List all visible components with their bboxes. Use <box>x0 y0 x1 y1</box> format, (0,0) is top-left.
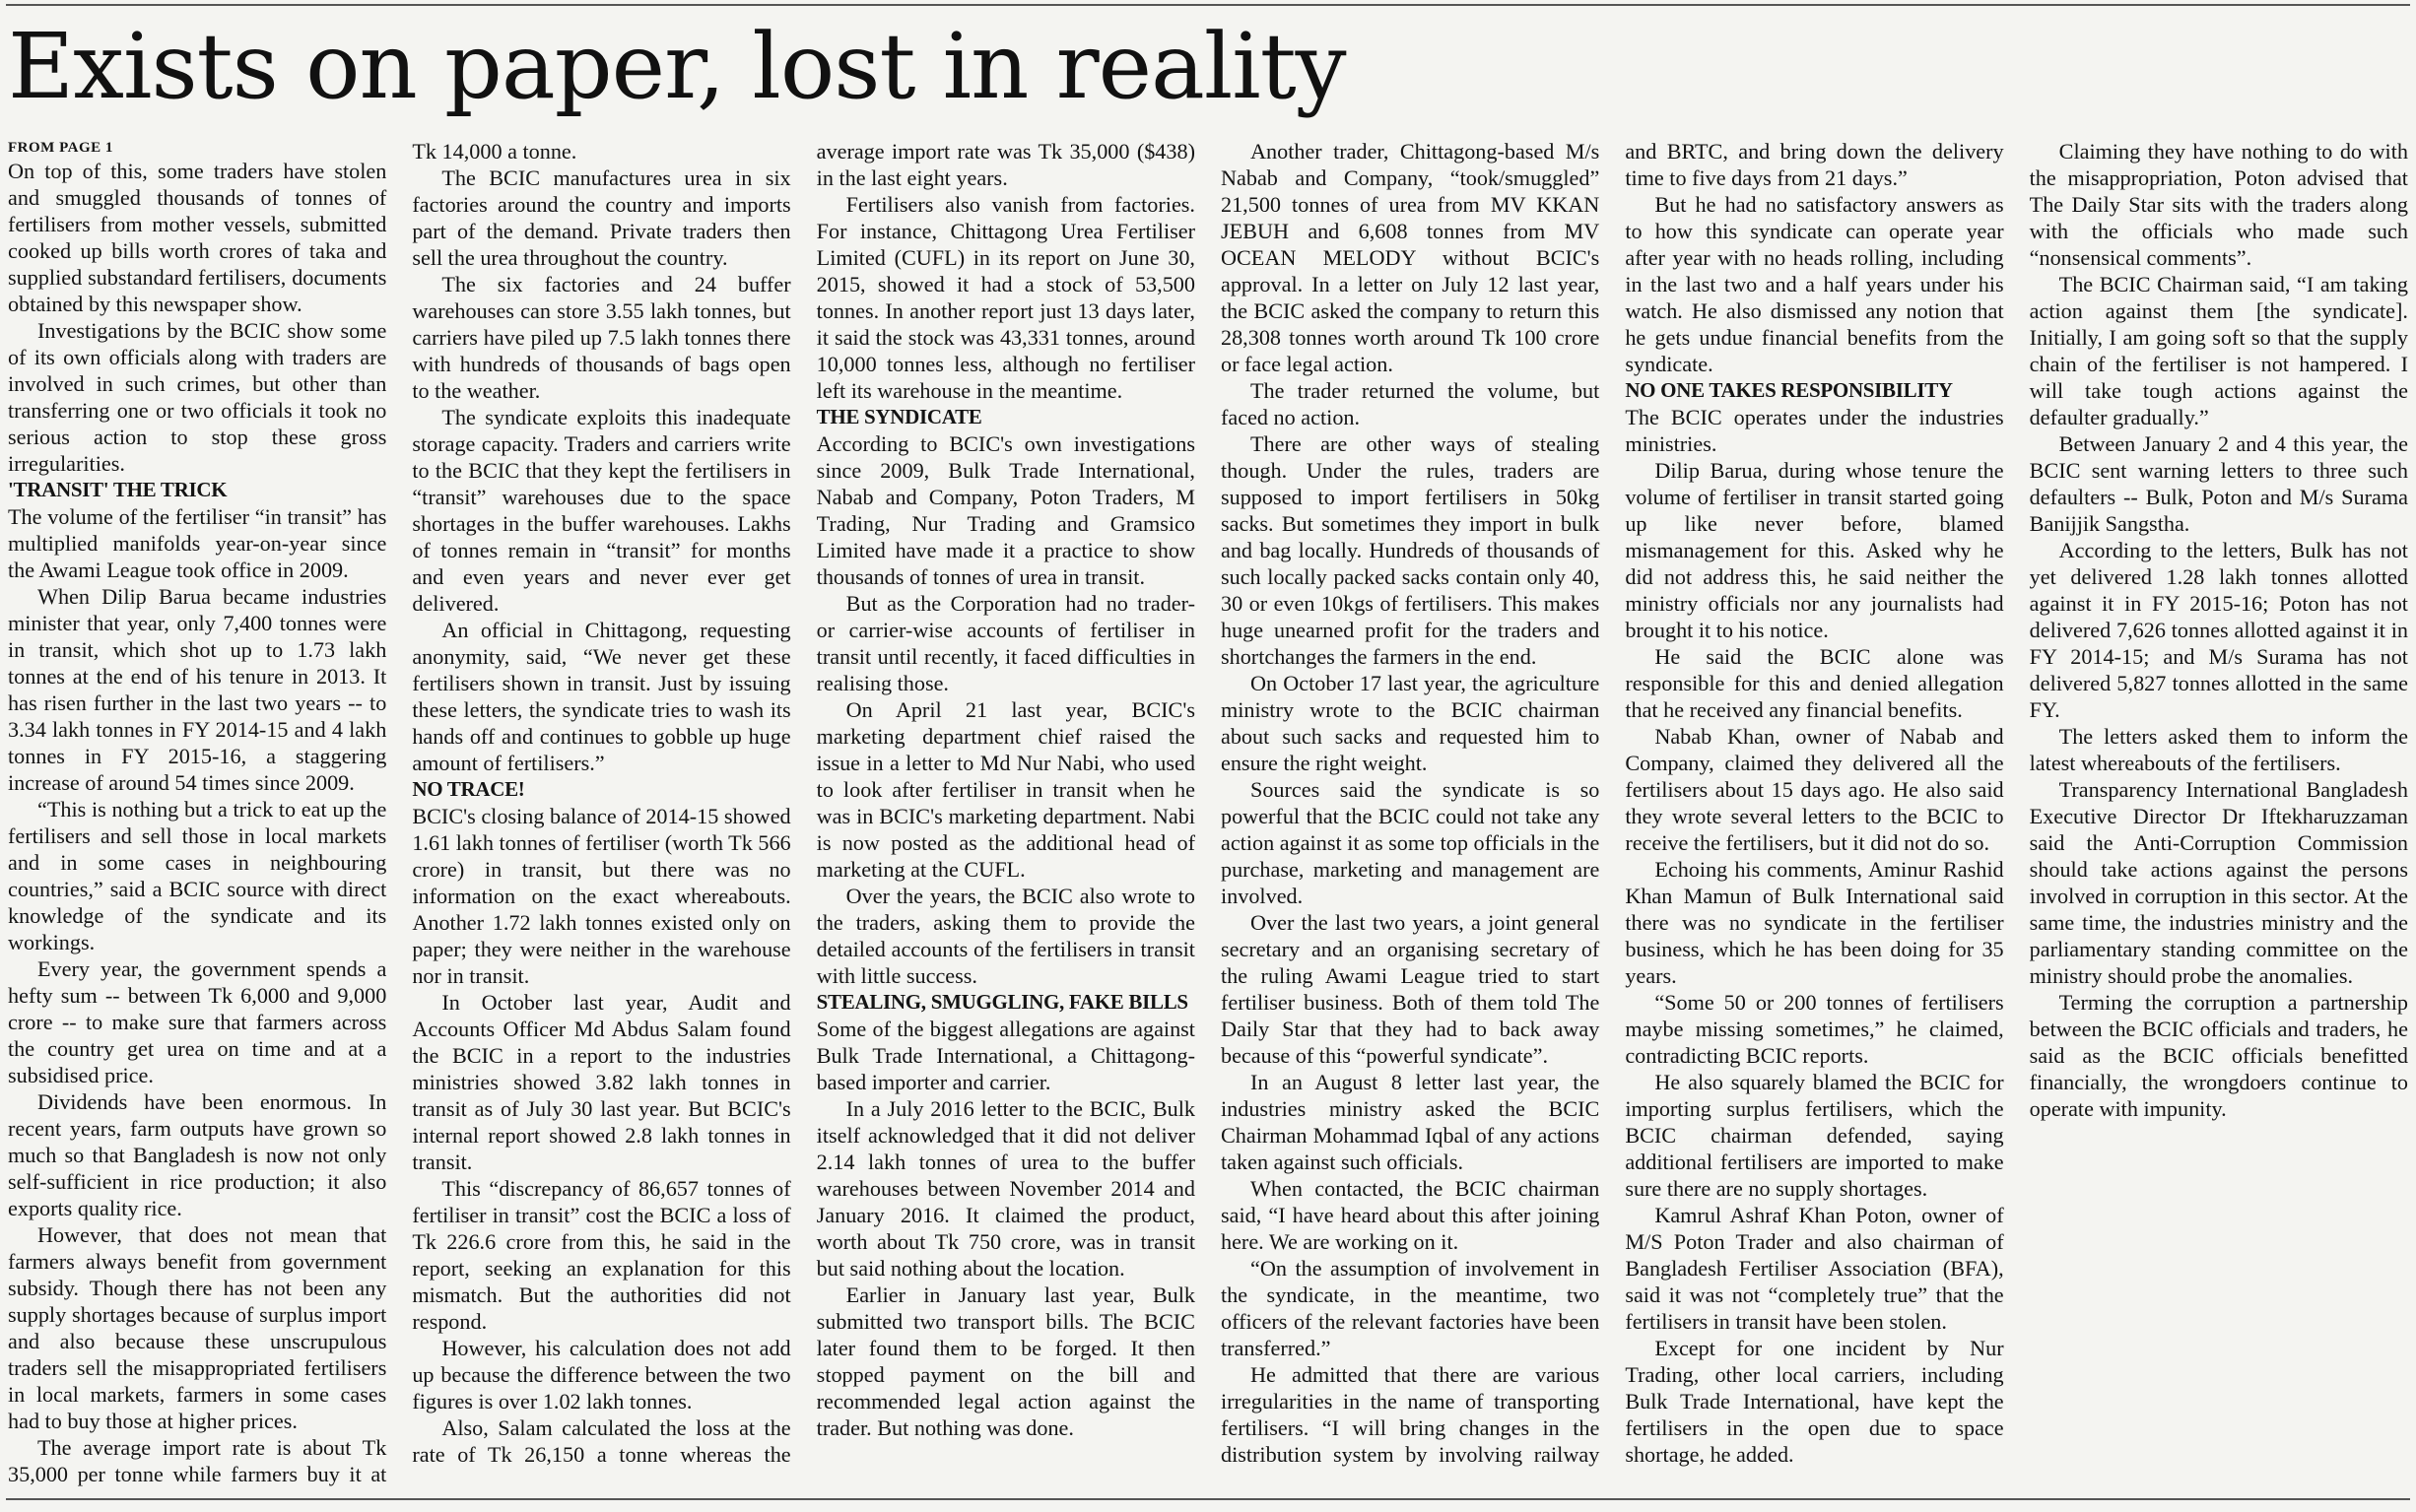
subhead-no-trace: NO TRACE! <box>412 777 525 801</box>
paragraph: The BCIC Chairman said, “I am taking action against them [the syndicate]. Initially, I am going soft so that the supply chain of the fertiliser is not hampered. I will take tough actions against the defaulter gradually.” <box>2029 272 2408 429</box>
paragraph: Except for one incident by Nur Trading, other local carriers, including Bulk Trade International, have kept the fertilisers in the open due to space shortage, he added. <box>1625 1336 2004 1467</box>
paragraph: Between January 2 and 4 this year, the BCIC sent warning letters to three such defaulters -- Bulk, Poton and M/s Surama Banijjik Sangstha. <box>2029 431 2408 536</box>
kicker-from-page: FROM PAGE 1 <box>8 140 113 156</box>
paragraph: BCIC's closing balance of 2014-15 showed 1.61 lakh tonnes of fertiliser (worth Tk 566 crore) in transit, but there was no information on the exact whereabouts. Another 1.72 lakh tonnes existed only on paper; they were neither in the warehouse nor in transit. <box>412 804 791 988</box>
paragraph: Sources said the syndicate is so powerful that the BCIC could not take any action against it as some top officials in the purchase, marketing and management are involved. <box>1220 777 1600 908</box>
paragraph: The trader returned the volume, but faced no action. <box>1220 378 1600 429</box>
article-body <box>8 138 2408 1493</box>
paragraph: The volume of the fertiliser “in transit” has multiplied manifolds year-on-year since the Awami League took office in 2009. <box>8 504 387 582</box>
paragraph: Another trader, Chittagong-based M/s Nabab and Company, “took/smuggled” 21,500 tonnes of urea from MV KKAN JEBUH and 6,608 tonnes from MV OCEAN MELODY without BCIC's approval. In a letter on July 12 last year, the BCIC asked the company to return this 28,308 tonnes worth around Tk 100 crore or face legal action. <box>1220 139 1600 376</box>
paragraph: The letters asked them to inform the latest whereabouts of the fertilisers. <box>2029 724 2408 775</box>
paragraph: According to BCIC's own investigations since 2009, Bulk Trade International, Nabab and Company, Poton Traders, M Trading, Nur Trading and Gramsico Limited have made it a practice to show thousands of tonnes of urea in transit. <box>816 431 1195 589</box>
paragraph: Fertilisers also vanish from factories. For instance, Chittagong Urea Fertiliser Limited (CUFL) in its report on June 30, 2015, showed it had a stock of 53,500 tonnes. In another report just 13 days later, it said the stock was 43,331 tonnes, around 10,000 tonnes less, although no fertiliser left its warehouse in the meantime. <box>816 192 1195 403</box>
paragraph: Earlier in January last year, Bulk submitted two transport bills. The BCIC later found them to be forged. It then stopped payment on the bill and recommended legal action against the trader. But nothing was done. <box>816 1282 1195 1440</box>
paragraph: Also, Salam calculated the loss at the rate of Tk 26,150 a tonne whereas the average import rate was Tk 35,000 ($438) in the last eight years. <box>412 139 1195 1467</box>
paragraph: “On the assumption of involvement in the syndicate, in the meantime, two officers of the relevant factories have been transferred.” <box>1220 1256 1600 1360</box>
paragraph: However, that does not mean that farmers always benefit from government subsidy. Though there has not been any supply shortages because of surplus import and also because these unscrupulous traders sell the misappropriated fertilisers in local markets, farmers in some cases had to buy those at higher prices. <box>8 1222 387 1433</box>
paragraph: Nabab Khan, owner of Nabab and Company, claimed they delivered all the fertilisers about 15 days ago. He also said they wrote several letters to the BCIC to receive the fertilisers, but it did not do so. <box>1625 724 2004 855</box>
subhead-transit: 'TRANSIT' THE TRICK <box>8 478 228 501</box>
paragraph: Claiming they have nothing to do with the misappropriation, Poton advised that The Daily Star sits with the traders along with the officials who made such “nonsensical comments”. <box>2029 139 2408 270</box>
headline: Exists on paper, lost in reality <box>8 14 1346 119</box>
paragraph: Dilip Barua, during whose tenure the volume of fertiliser in transit started going up like never before, blamed mismanagement for this. Asked why he did not address this, he said neither the ministry officials nor any journalists had brought it to his notice. <box>1625 458 2004 642</box>
paragraph: Investigations by the BCIC show some of its own officials along with traders are involved in such crimes, but other than transferring one or two officials it took no serious action to stop these gross irregularities. <box>8 318 387 476</box>
paragraph: The average import rate is about Tk 35,000 per tonne while farmers buy it at Tk 14,000 a tonne. <box>8 139 577 1486</box>
paragraph: “This is nothing but a trick to eat up the fertilisers and sell those in local markets and in some cases in neighbouring countries,” said a BCIC source with direct knowledge of the syndicate and its workings. <box>8 797 387 954</box>
paragraph: But as the Corporation had no trader- or carrier-wise accounts of fertiliser in transit until recently, it faced difficulties in realising those. <box>816 591 1195 695</box>
paragraph: There are other ways of stealing though. Under the rules, traders are supposed to import fertilisers in 50kg sacks. But sometimes they import in bulk and bag locally. Hundreds of thousands of such locally packed sacks contain only 40, 30 or even 10kgs of fertilisers. This makes huge unearned profit for the traders and shortchanges the farmers in the end. <box>1220 431 1600 669</box>
paragraph: When contacted, the BCIC chairman said, “I have heard about this after joining here. We are working on it. <box>1220 1176 1600 1254</box>
paragraph: Transparency International Bangladesh Executive Director Dr Iftekharuzzaman said the Anti-Corruption Commission should take actions against the persons involved in corruption in this sector. At the same time, the industries ministry and the parliamentary standing committee on the ministry should probe the anomalies. <box>2029 777 2408 988</box>
paragraph: Over the last two years, a joint general secretary and an organising secretary of the ruling Awami League tried to start fertiliser business. Both of them told The Daily Star that they had to back away because of this “powerful syndicate”. <box>1220 910 1600 1068</box>
paragraph: When Dilip Barua became industries minister that year, only 7,400 tonnes were in transit, which shot up to 1.73 lakh tonnes at the end of his tenure in 2013. It has risen further in the last two years -- to 3.34 lakh tonnes in FY 2014-15 and 4 lakh tonnes in FY 2015-16, a staggering increase of around 54 times since 2009. <box>8 584 387 795</box>
paragraph: Some of the biggest allegations are against Bulk Trade International, a Chittagong-based importer and carrier. <box>816 1017 1195 1094</box>
paragraph: But he had no satisfactory answers as to how this syndicate can operate year after year with no heads rolling, including in the last two and a half years under his watch. He also dismissed any notion that he gets undue financial benefits from the syndicate. <box>1625 192 2004 376</box>
paragraph: He also squarely blamed the BCIC for importing surplus fertilisers, which the BCIC chairman defended, saying additional fertilisers are imported to make sure there are no supply shortages. <box>1625 1070 2004 1201</box>
paragraph: In a July 2016 letter to the BCIC, Bulk itself acknowledged that it did not deliver 2.14 lakh tonnes of urea to the buffer warehouses between November 2014 and January 2016. It claimed the product, worth about Tk 750 crore, was in transit but said nothing about the location. <box>816 1096 1195 1281</box>
paragraph: Every year, the government spends a hefty sum -- between Tk 6,000 and 9,000 crore -- to make sure that farmers across the country get urea on time and at a subsidised price. <box>8 956 387 1087</box>
paragraph: On April 21 last year, BCIC's marketing department chief raised the issue in a letter to Md Nur Nabi, who used to look after fertiliser in transit when he was in BCIC's marketing department. Nabi is now posted as the additional head of marketing at the CUFL. <box>816 697 1195 882</box>
top-rule <box>6 4 2410 6</box>
paragraph-text: On top of this, some traders have stolen and smuggled thousands of tonnes of fertilisers from mother vessels, submitted cooked up bills worth crores of taka and supplied substandard fertilisers, documents obtained by this newspaper show. <box>8 159 387 316</box>
paragraph: The BCIC operates under the industries ministries. <box>1625 405 2004 456</box>
paragraph: This “discrepancy of 86,657 tonnes of fertiliser in transit” cost the BCIC a loss of Tk 226.6 crore from this, he said in the report, seeking an explanation for this mismatch. But the authorities did not respond. <box>412 1176 791 1334</box>
paragraph: Kamrul Ashraf Khan Poton, owner of M/S Poton Trader and also chairman of Bangladesh Fertiliser Association (BFA), said it was not “completely true” that the fertilisers in transit have been stolen. <box>1625 1203 2004 1334</box>
subhead-responsibility: NO ONE TAKES RESPONSIBILITY <box>1625 378 1953 402</box>
bottom-rule <box>6 1498 2410 1500</box>
subhead-syndicate: THE SYNDICATE <box>816 405 982 428</box>
paragraph: Terming the corruption a partnership between the BCIC officials and traders, he said as the BCIC officials benefitted financially, the wrongdoers continue to operate with impunity. <box>2029 990 2408 1121</box>
paragraph: In an August 8 letter last year, the industries ministry asked the BCIC Chairman Mohammad Iqbal of any actions taken against such officials. <box>1220 1070 1600 1174</box>
paragraph <box>8 138 386 317</box>
paragraph: According to the letters, Bulk has not yet delivered 1.28 lakh tonnes allotted against it in FY 2015-16; Poton has not delivered 7,626 tonnes allotted against it in FY 2014-15; and M/s Surama has not delivered 5,827 tonnes allotted in the same FY. <box>2029 538 2408 722</box>
paragraph: In October last year, Audit and Accounts Officer Md Abdus Salam found the BCIC in a report to the industries ministries showed 3.82 lakh tonnes in transit as of July 30 last year. But BCIC's internal report showed 2.8 lakh tonnes in transit. <box>412 990 791 1174</box>
paragraph: He admitted that there are various irregularities in the name of transporting fertilisers. “I will bring changes in the distribution system by involving railway and BRTC, and bring down the delivery time to five days from 21 days.” <box>1220 139 2004 1467</box>
paragraph: The syndicate exploits this inadequate storage capacity. Traders and carriers write to the BCIC that they kept the fertilisers in “transit” warehouses due to the space shortages in the buffer warehouses. Lakhs of tonnes remain in “transit” for months and even years and never ever get delivered. <box>412 405 791 616</box>
paragraph: Dividends have been enormous. In recent years, farm outputs have grown so much so that Bangladesh is now not only self-sufficient in rice production; it also exports quality rice. <box>8 1089 387 1220</box>
subhead-stealing: STEALING, SMUGGLING, FAKE BILLS <box>816 990 1188 1014</box>
paragraph: However, his calculation does not add up because the difference between the two figures is over 1.02 lakh tonnes. <box>412 1336 791 1413</box>
paragraph: Echoing his comments, Aminur Rashid Khan Mamun of Bulk International said there was no syndicate in the fertiliser business, which he has been doing for 35 years. <box>1625 857 2004 988</box>
paragraph: The six factories and 24 buffer warehouses can store 3.55 lakh tonnes, but carriers have piled up 7.5 lakh tonnes there with hundreds of thousands of bags open to the weather. <box>412 272 791 403</box>
paragraph: On October 17 last year, the agriculture ministry wrote to the BCIC chairman about such sacks and requested him to ensure the right weight. <box>1220 671 1600 775</box>
paragraph: An official in Chittagong, requesting anonymity, said, “We never get these fertilisers shown in transit. Just by issuing these letters, the syndicate tries to wash its hands off and continues to gobble up huge amount of fertilisers.” <box>412 618 791 775</box>
paragraph: He said the BCIC alone was responsible for this and denied allegation that he received any financial benefits. <box>1625 644 2004 722</box>
paragraph: “Some 50 or 200 tonnes of fertilisers maybe missing sometimes,” he claimed, contradicting BCIC reports. <box>1625 990 2004 1068</box>
paragraph: The BCIC manufactures urea in six factories around the country and imports part of the demand. Private traders then sell the urea throughout the country. <box>412 165 791 270</box>
paragraph: Over the years, the BCIC also wrote to the traders, asking them to provide the detailed accounts of the fertilisers in transit with little success. <box>816 884 1195 988</box>
